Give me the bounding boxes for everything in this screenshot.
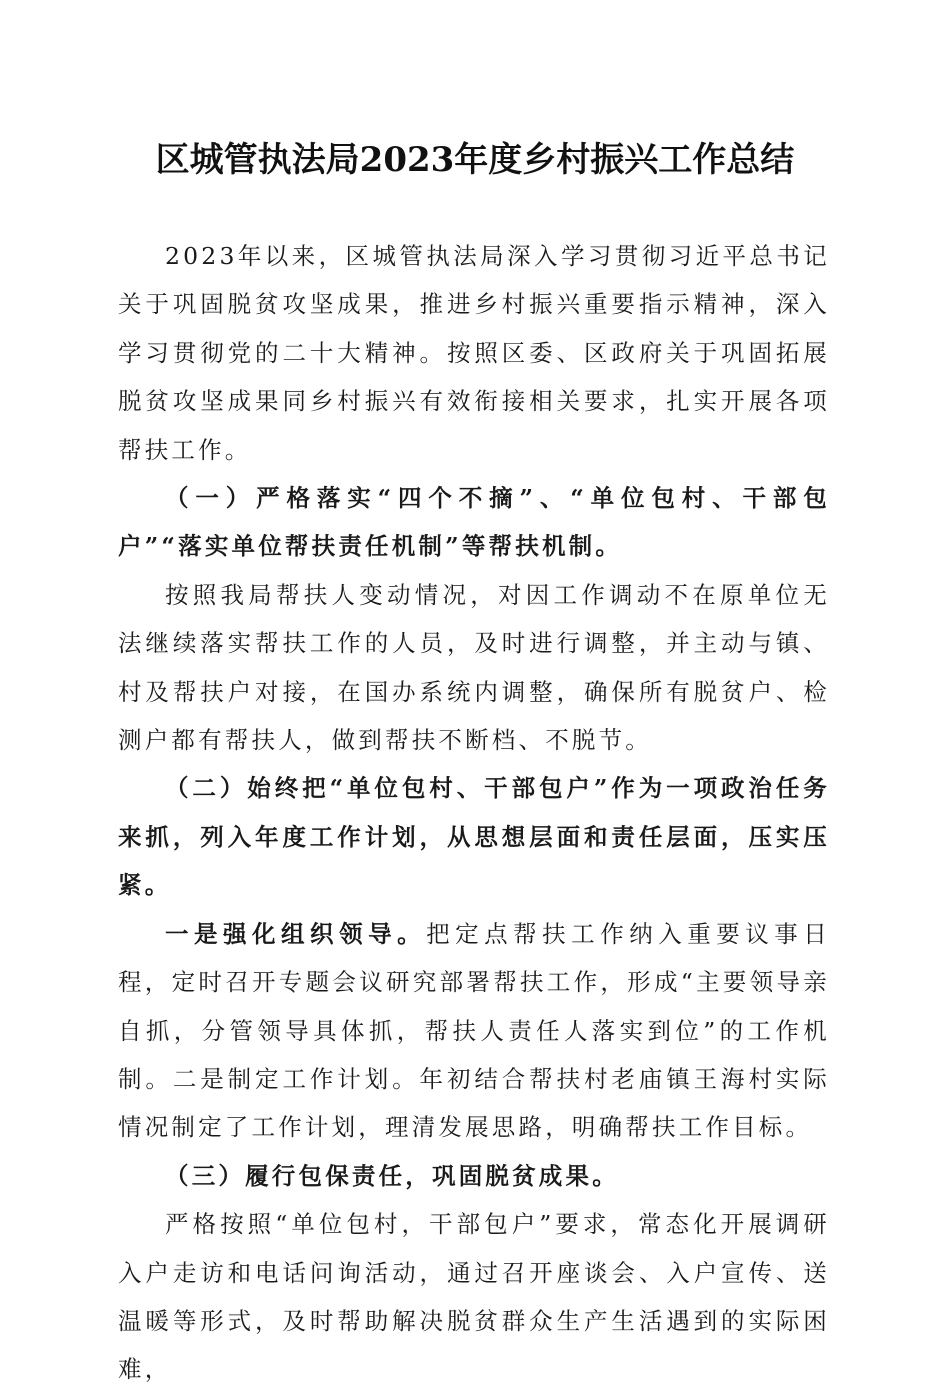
section-heading-1: （一）严格落实“四个不摘”、“单位包村、干部包户”“落实单位帮扶责任机制”等帮扶机制。: [118, 484, 830, 561]
section-2-text: 把定点帮扶工作纳入重要议事日程，定时召开专题会议研究部署帮扶工作，形成“主要领导亲自抓，分管领导具体抓，帮扶人责任人落实到位”的工作机制。二是制定工作计划。年初结合帮扶村老庙镇王海村实际情况制定了工作计划，理清发展思路，明确帮扶工作目标。: [118, 919, 830, 1142]
section-heading-3: （三）履行包保责任，巩固脱贫成果。: [165, 1161, 619, 1190]
section-3-paragraph: 严格按照“单位包村，干部包户”要求，常态化开展调研入户走访和电话问询活动，通过召开座谈会、入户宣传、送温暖等形式，及时帮助解决脱贫群众生产生活遇到的实际困难，: [118, 1210, 830, 1384]
section-2-lead: 一是强化组织领导。: [165, 919, 427, 948]
section-1-paragraph: 按照我局帮扶人变动情况，对因工作调动不在原单位无法继续落实帮扶工作的人员，及时进行调整，并主动与镇、村及帮扶户对接，在国办系统内调整，确保所有脱贫户、检测户都有帮扶人，做到帮扶不断档、不脱节。: [118, 580, 830, 755]
section-2-paragraph: [118, 910, 830, 1152]
document-body: [118, 232, 830, 1394]
section-heading-2: （二）始终把“单位包村、干部包户”作为一项政治任务来抓，列入年度工作计划，从思想层面和责任层面，压实压紧。: [118, 774, 830, 900]
intro-paragraph: 2023年以来，区城管执法局深入学习贯彻习近平总书记关于巩固脱贫攻坚成果，推进乡村振兴重要指示精神，深入学习贯彻党的二十大精神。按照区委、区政府关于巩固拓展脱贫攻坚成果同乡村振兴有效衔接相关要求，扎实开展各项帮扶工作。: [118, 242, 830, 464]
document-title: 区城管执法局2023年度乡村振兴工作总结: [155, 140, 795, 180]
